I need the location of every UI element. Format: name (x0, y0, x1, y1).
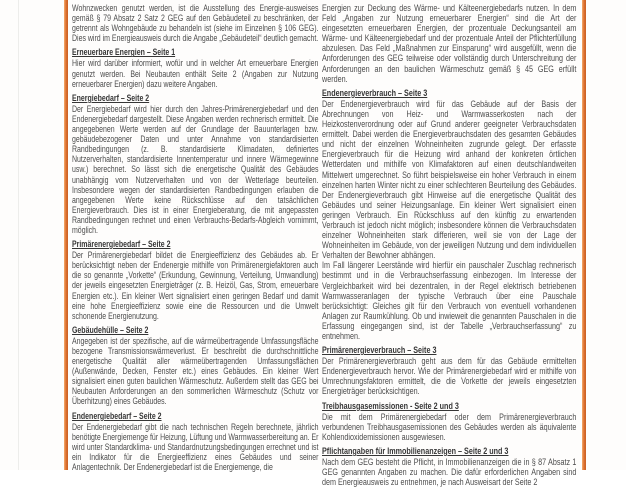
paragraph-gebaeudeteil-fortsetzung: Wohnzwecken genutzt werden, ist die Ausstellung des Energie-ausweises gemäß § 79 Absatz 2 Satz 2 GEG auf den Gebäudeteil zu beschränken, der getrennt als Wohngebäude zu behandeln ist (siehe im Einzelnen § 106 GEG). Dies wird im Energieausweis durch die Angabe „Gebäudeteil“ deutlich gemacht. (72, 3, 319, 44)
heading-endenergieverbrauch: Endenergieverbrauch – Seite 3 (322, 87, 428, 98)
paragraph-endenergieverbrauch: Der Endenergieverbrauch wird für das Gebäude auf der Basis der Abrechnungen von Heiz- und Warmwasserkosten nach der Heizkostenverordnung oder auf Grund anderer geeigneter Verbrauchsdaten ermittelt. Dabei werden die Energieverbrauchsdaten des gesamten Gebäudes und nicht der einzelnen Wohneinheiten zugrunde gelegt. Der erfasste Energieverbrauch für die Heizung wird anhand der konkreten örtlichen Wetterdaten und mithilfe von Klimafaktoren auf einen deutschlandweiten Mittelwert umgerechnet. So führt beispielsweise ein hoher Verbrauch in einem einzelnen harten Winter nicht zu einer schlechteren Beurteilung des Gebäudes. Der Endenergieverbrauch gibt Hinweise auf die energetische Qualität des Gebäudes und seiner Heizungsanlage. Ein kleiner Wert signalisiert einen geringen Verbrauch. Ein Rückschluss auf den künftig zu erwartenden Verbrauch ist jedoch nicht möglich; insbesondere können die Verbrauchsdaten einzelner Wohneinheiten stark differieren, weil sie von der Lage der Wohneinheiten im Gebäude, von der jeweiligen Nutzung und dem individuellen Verhalten der Bewohner abhängen. (322, 98, 577, 261)
paragraph-leerstaende-pauschalen: Im Fall längerer Leerstände wird hierfür ein pauschaler Zuschlag rechnerisch bestimmt und in die Verbrauchserfassung einbezogen. Im Interesse der Vergleichbarkeit wird bei dezentralen, in der Regel elektrisch betriebenen Warmwasseranlagen der typische Verbrauch über eine Pauschale berücksichtigt: Gleiches gilt für den Verbrauch von eventuell vorhandenen Anlagen zur Raumkühlung. Ob und inwieweit die genannten Pauschalen in die Erfassung eingegangen sind, ist der Tabelle „Verbrauchserfassung“ zu entnehmen. (322, 260, 577, 341)
heading-gebaeudehuelle: Gebäudehülle – Seite 2 (72, 324, 149, 335)
text-column-left (72, 3, 318, 472)
content-border-right (582, 0, 586, 470)
content-border-left (64, 0, 68, 470)
heading-primaerenergiebedarf: Primärenergiebedarf – Seite 2 (72, 239, 171, 250)
paragraph-erneuerbare-energien: Hier wird darüber informiert, wofür und in welcher Art erneuerbare Energien genutzt werden. Bei Neubauten enthält Seite 2 (Angaben zur Nutzung erneuerbarer Energien) dazu weitere Angaben. (72, 58, 319, 89)
paragraph-pflichtangaben: Nach dem GEG besteht die Pflicht, in Immobilienanzeigen die in § 87 Absatz 1 GEG genannten Angaben zu machen. Die dafür erforderlichen Angaben sind dem Energieausweis zu entnehmen, je nach Ausweisart der Seite 2 (322, 457, 577, 487)
paragraph-primaerenergiebedarf: Der Primärenergiebedarf bildet die Energieeffizienz des Gebäudes ab. Er berücksichtigt neben der Endenergie mithilfe von Primärenergiefaktoren auch die so genannte „Vorkette“ (Erkundung, Gewinnung, Verteilung, Umwandlung) der jeweils eingesetzten Energieträger (z. B. Heizöl, Gas, Strom, erneuerbare Energien etc.). Ein kleiner Wert signalisiert einen geringen Bedarf und damit eine hohe Energieeffizienz sowie eine die Ressourcen und die Umwelt schonende Energienutzung. (72, 250, 319, 321)
heading-treibhausgasemissionen: Treibhausgasemissionen - Seite 2 und 3 (322, 400, 459, 411)
heading-primaerenergieverbrauch: Primärenergieverbrauch – Seite 3 (322, 345, 437, 356)
heading-endenergiebedarf: Endenergiebedarf – Seite 2 (72, 410, 162, 421)
paragraph-primaerenergieverbrauch: Der Primärenergieverbrauch geht aus dem für das Gebäude ermittelten Endenergieverbrauch hervor. Wie der Primärenergiebedarf wird er mithilfe von Umrechnungsfaktoren ermittelt, die die Vorkette der jeweils eingesetzten Energieträger berücksichtigen. (322, 356, 577, 397)
paragraph-treibhausgasemissionen: Die mit dem Primärenergiebedarf oder dem Primärenergieverbrauch verbundenen Treibhausgasemissionen des Gebäudes werden als äquivalente Kohlendioxidemissionen ausgewiesen. (322, 411, 577, 442)
text-column-right (322, 3, 576, 487)
heading-energiebedarf: Energiebedarf – Seite 2 (72, 92, 150, 103)
paragraph-erneuerbare-nutzung-fortsetzung: Energien zur Deckung des Wärme- und Kälteenergiebedarfs nutzen. In dem Feld „Angaben zur Nutzung erneuerbarer Energien“ sind die Art der eingesetzten erneuerbaren Energien, der prozentuale Deckungsanteil am Wärme- und Kälteenergiebedarf und der prozentuale Anteil der Pflichterfüllung abzulesen. Das Feld „Maßnahmen zur Einsparung“ wird ausgefüllt, wenn die Anforderungen des GEG teilweise oder vollständig durch Unterschreitung der Anforderungen an den baulichen Wärmeschutz gemäß § 45 GEG erfüllt werden. (322, 3, 577, 84)
paragraph-energiebedarf: Der Energiebedarf wird hier durch den Jahres-Primärenergiebedarf und den Endenergiebedarf dargestellt. Diese Angaben werden rechnerisch ermittelt. Die angegebenen Werte werden auf der Grundlage der Bauunterlagen bzw. gebäudebezogener Daten und unter Annahme von standardisierten Randbedingungen (z. B. standardisierte Klimadaten, definiertes Nutzerverhalten, standardisierte Innentemperatur und innere Wärmegewinne usw.) berechnet. So lässt sich die energetische Qualität des Gebäudes unabhängig vom Nutzerverhalten und von der Wetterlage beurteilen. Insbesondere wegen der standardisierten Randbedingungen erlauben die angegebenen Werte keine Rückschlüsse auf den tatsächlichen Energieverbrauch. Dies ist in einer Energieberatung, die mit angepassten Randbedingungen rechnet und einen Verbrauchs-Bedarfs-Abgleich vornimmt, möglich. (72, 103, 319, 235)
heading-pflichtangaben-immobilienanzeigen: Pflichtangaben für Immobilienanzeigen – Seite 2 und 3 (322, 445, 509, 456)
paragraph-endenergiebedarf: Der Endenergiebedarf gibt die nach technischen Regeln berechnete, jährlich benötigte Energiemenge für Heizung, Lüftung und Warmwasserbereitung an. Er wird unter Standardklima- und Standardnutzungsbedingungen errechnet und ist ein Indikator für die Energieeffizienz eines Gebäudes und seiner Anlagentechnik. Der Endenergiebedarf ist die Energiemenge, die (72, 421, 319, 473)
heading-erneuerbare-energien: Erneuerbare Energien – Seite 1 (72, 47, 176, 58)
page-edge-divider (18, 0, 19, 470)
paragraph-gebaeudehuelle: Angegeben ist der spezifische, auf die wärmeübertragende Umfassungsfläche bezogene Transmissionswärmeverlust. Er beschreibt die durchschnittliche energetische Qualität aller wärmeübertragenden Umfassungsflächen (Außenwände, Decken, Fenster etc.) eines Gebäudes. Ein kleiner Wert signalisiert einen guten baulichen Wärmeschutz. Außerdem stellt das GEG bei Neubauten Anforderungen an den sommerlichen Wärmeschutz (Schutz vor Überhitzung) eines Gebäudes. (72, 335, 319, 407)
